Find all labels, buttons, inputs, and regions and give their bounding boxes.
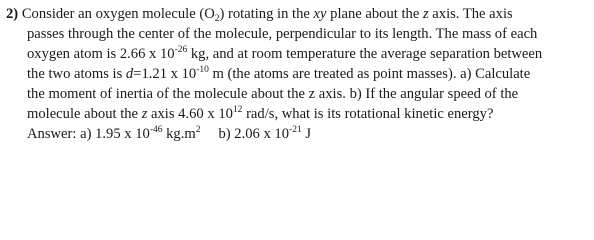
superscript: -46 [149, 125, 163, 135]
problem-line-5 [27, 85, 518, 103]
superscript: -10 [196, 65, 209, 75]
italic-var: z [141, 106, 148, 122]
text-segment: plane about the [326, 6, 423, 22]
superscript: -21 [289, 125, 302, 135]
problem-line-4 [27, 65, 530, 83]
italic-var: d [125, 66, 134, 82]
text-segment: the two atoms is [27, 66, 126, 82]
text-segment: passes through the center of the molecule, perpendicular to its length. The mass of each [27, 26, 538, 42]
italic-var: xy [313, 6, 327, 22]
text-segment: rad/s, what is its rotational kinetic energy? [242, 106, 494, 122]
text-segment: m (the atoms are treated as point masses). a) Calculate [208, 66, 531, 82]
subscript: 2 [214, 14, 220, 24]
superscript: -26 [174, 45, 188, 55]
text-segment: axis. The axis [428, 6, 513, 22]
problem-number: 2) [6, 6, 19, 22]
text-segment: oxygen atom is 2.66 x 10 [27, 46, 175, 62]
answer-b-unit: J [301, 126, 312, 142]
answer-a-text: Answer: a) 1.95 x 10 [27, 126, 150, 142]
problem-line-2 [27, 25, 537, 43]
answer-line [27, 125, 311, 143]
text-segment: the moment of inertia of the molecule about the z axis. b) If the angular speed of the [27, 86, 519, 102]
superscript: 2 [195, 125, 201, 135]
text-segment: axis 4.60 x 10 [147, 106, 233, 122]
problem-line-6 [27, 105, 493, 123]
problem-line-3 [27, 45, 542, 63]
superscript: 12 [232, 105, 243, 115]
text-segment: ) rotating in the [219, 6, 314, 22]
text-segment: =1.21 x 10 [133, 66, 197, 82]
italic-var: z [422, 6, 429, 22]
text-segment: molecule about the [27, 106, 142, 122]
answer-b-text: b) 2.06 x 10 [218, 126, 290, 142]
text-segment: Consider an oxygen molecule (O [21, 6, 215, 22]
answer-a-unit: kg.m [162, 126, 196, 142]
problem-line-1 [6, 5, 513, 23]
text-segment: kg, and at room temperature the average separation between [187, 46, 543, 62]
